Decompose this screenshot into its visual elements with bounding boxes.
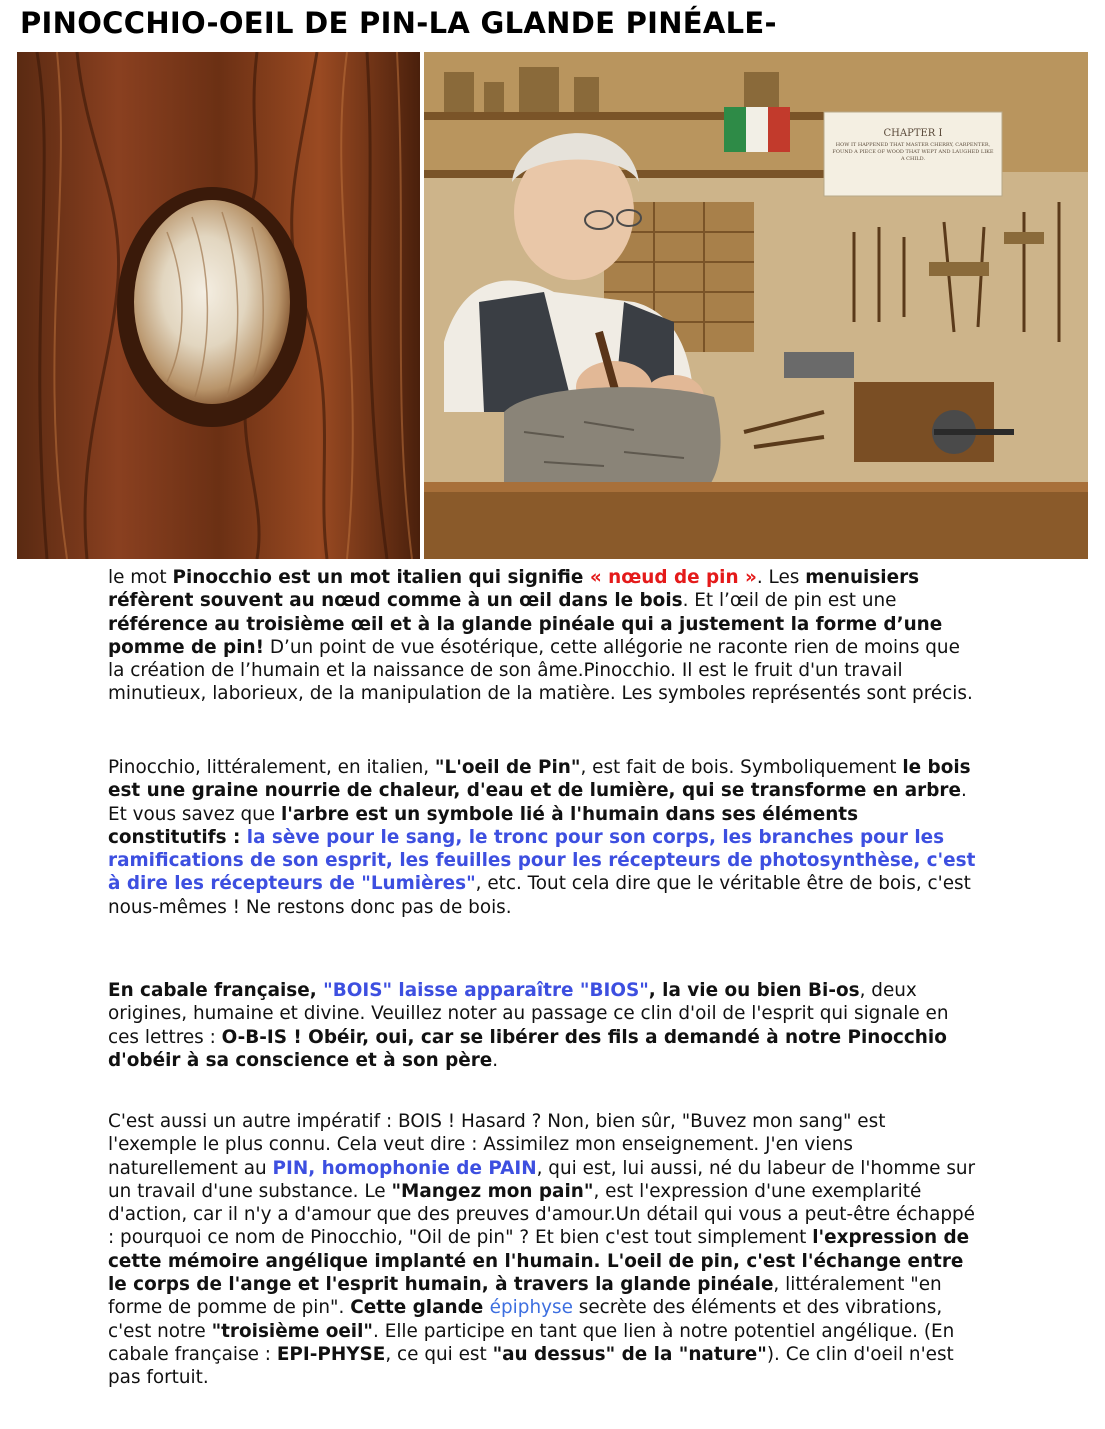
text-run: l'expression de cette mémoire angélique implanté en l'humain. L'oeil de pin, c'est l'échange entre le corps de l'ange et l'esprit humain, à travers la glande pinéale — [108, 1227, 970, 1296]
text-run: , qui est, lui aussi, né du labeur de l'homme sur un travail d'une substance. Le — [108, 1157, 976, 1202]
geppetto-workshop-illustration — [424, 52, 1088, 559]
highlight-tree-symbolism: la sève pour le sang, le tronc pour son corps, les branches pour les ramifications de son esprit, les feuilles pour les récepteurs de photosynthèse, c'est à dire les récepteurs de "Lumières" — [108, 826, 976, 895]
text-run: le bois est une graine nourrie de chaleur, d'eau et de lumière, qui se transforme en arbre — [108, 757, 971, 802]
workshop-image — [424, 52, 1088, 559]
text-run: En cabale française, — [108, 980, 324, 1001]
text-run: Pinocchio est un mot italien qui signifie — [172, 567, 590, 588]
text-run: D’un point de vue ésotérique, cette allégorie ne raconte rien de moins que la création de l’humain et la naissance de son âme.Pinocchio. Il est le fruit d'un travail minutieux, laborieux, de la manipulation de la matière. Les symboles représentés sont précis. — [108, 636, 973, 705]
paragraph-pin-pain — [108, 1110, 978, 1390]
text-run: "Mangez mon pain" — [391, 1180, 594, 1202]
text-run: référence au troisième œil et à la glande pinéale qui a justement la forme d’une pomme de pin! — [108, 613, 943, 658]
highlight-bois-bios: "BOIS" laisse apparaître "BIOS" — [323, 980, 649, 1001]
paragraph-pinocchio-meaning — [108, 566, 978, 706]
text-run: secrète des éléments et des vibrations, c'est notre — [108, 1297, 943, 1342]
text-run: . Elle participe en tant que lien à notre potentiel angélique. (En cabale française : — [108, 1320, 955, 1365]
text-run: . Et l’œil de pin est une — [682, 590, 897, 612]
text-run: . Et vous savez que — [108, 780, 967, 825]
paragraph-oeil-de-pin — [108, 756, 978, 919]
text-run: "au dessus" de la "nature" — [492, 1343, 767, 1365]
text-run: . — [492, 1049, 499, 1071]
text-run: "troisième oeil" — [211, 1320, 374, 1342]
text-run: , ce qui est — [385, 1343, 493, 1365]
chapter-heading: CHAPTER I — [883, 128, 943, 139]
page-title: PINOCCHIO-OEIL DE PIN-LA GLANDE PINÉALE- — [20, 6, 777, 40]
article-body — [108, 566, 978, 1389]
text-run: "L'oeil de Pin" — [434, 757, 581, 778]
text-run: . Les — [756, 567, 806, 588]
text-run: Pinocchio, littéralement, en italien, — [108, 757, 435, 778]
wood-knot-illustration — [17, 52, 420, 559]
text-run: , littéralement "en forme de pomme de pin". — [108, 1274, 942, 1319]
text-run: , etc. Tout cela dire que le véritable être de bois, c'est nous-mêmes ! Ne restons donc pas de bois. — [108, 873, 971, 918]
text-run: EPI-PHYSE — [276, 1343, 386, 1365]
text-run: , deux origines, humaine et divine. Veuillez noter au passage ce clin d'oil de l'esprit qui signale en ces lettres : — [108, 980, 949, 1048]
text-run: ). Ce clin d'oeil n'est pas fortuit. — [108, 1343, 954, 1389]
text-run: C'est aussi un autre impératif : BOIS ! Hasard ? Non, bien sûr, "Buvez mon sang" est l'exemple le plus connu. Cela veut dire : Assimilez mon enseignement. J'en viens naturellement au — [108, 1111, 886, 1179]
text-run: O-B-IS ! Obéir, oui, car se libérer des fils a demandé à notre Pinocchio d'obéir à sa conscience et à son père — [108, 1026, 947, 1071]
text-run: Cette glande — [350, 1297, 490, 1319]
highlight-noeud-de-pin: « nœud de pin » — [589, 567, 757, 588]
link-epiphyse[interactable]: épiphyse — [489, 1297, 573, 1319]
text-run: l'arbre est un symbole lié à l'humain dans ses éléments constitutifs : — [108, 803, 859, 848]
chapter-caption: HOW IT HAPPENED THAT MASTER CHERRY, CARPENTER, FOUND A PIECE OF WOOD THAT WEPT AND LAUGHED LIKE A CHILD. — [832, 142, 994, 162]
text-run: , est l'expression d'une exemplarité d'action, car il n'y a d'amour que des preuves d'amour.Un détail qui vous a peut-être échappé : pourquoi ce nom de Pinocchio, "Oil de pin" ? Et bien c'est tout simplement — [108, 1180, 975, 1249]
wood-knot-image — [17, 52, 420, 559]
text-run: le mot — [108, 567, 173, 588]
paragraph-cabale-bois — [108, 979, 978, 1072]
text-run: menuisiers réfèrent souvent au nœud comme à un œil dans le bois — [108, 567, 920, 612]
text-run: , la vie ou bien Bi-os — [648, 980, 860, 1001]
text-run: , est fait de bois. Symboliquement — [580, 757, 903, 778]
highlight-pin-pain: PIN, homophonie de PAIN — [272, 1157, 537, 1179]
